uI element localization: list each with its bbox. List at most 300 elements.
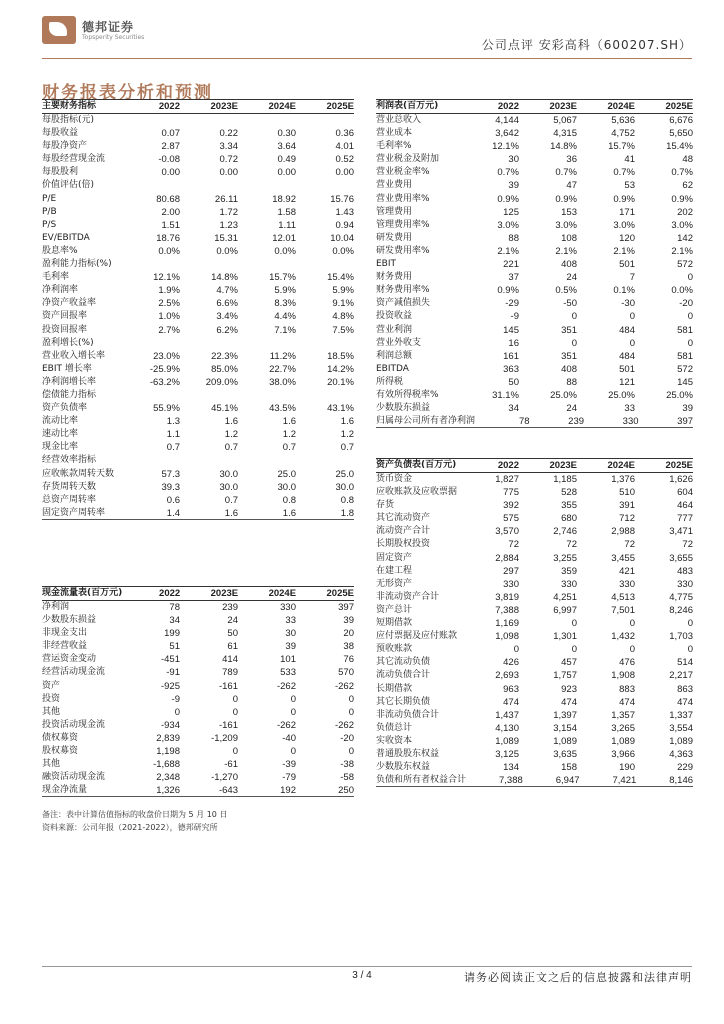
row-value: 2.1%	[671, 245, 693, 257]
page-number: 3 / 4	[352, 970, 372, 981]
table-row	[376, 153, 693, 166]
table-row	[376, 363, 693, 376]
row-value: 2.1%	[497, 245, 519, 257]
table-row	[376, 166, 693, 179]
row-label: 营业外收支	[376, 337, 422, 348]
row-value: 20.1%	[327, 376, 354, 388]
row-value: 8.3%	[274, 298, 296, 310]
row-value: 125	[503, 206, 519, 218]
row-value: 1.3	[166, 416, 180, 428]
row-label: 经营活动现金流	[42, 667, 106, 678]
row-value: 37	[508, 272, 519, 284]
row-value: -925	[160, 680, 180, 692]
row-value: 883	[619, 683, 635, 695]
row-value: -79	[282, 772, 296, 784]
row-value: 72	[566, 539, 577, 551]
row-label: 股权募资	[42, 746, 79, 757]
row-value: 0.9%	[497, 285, 519, 297]
row-value: -262	[334, 719, 354, 731]
row-value: 0	[687, 337, 693, 349]
table-row	[42, 441, 354, 454]
row-value: 7.1%	[274, 324, 296, 336]
row-value: 20	[343, 628, 354, 640]
row-value	[238, 258, 296, 271]
row-label: 营运资金变动	[42, 654, 97, 665]
table-row	[42, 153, 354, 166]
row-value: 24	[566, 403, 577, 415]
table-row	[376, 310, 693, 323]
row-value: 0.36	[335, 128, 354, 140]
row-label: 其它长期负债	[376, 696, 431, 707]
row-value: 5,067	[553, 115, 577, 126]
row-value: -161	[218, 680, 238, 692]
row-value: 604	[677, 487, 693, 499]
table-row	[376, 179, 693, 192]
row-value: 24	[566, 272, 577, 284]
row-value: 1.6	[224, 416, 238, 428]
row-value: 80.68	[156, 193, 180, 205]
year-header: 2025E	[326, 588, 354, 599]
row-value: 0.0%	[158, 245, 180, 257]
row-value: 572	[677, 259, 693, 271]
row-value: 108	[561, 232, 577, 244]
row-value: 777	[677, 513, 693, 525]
table-row	[376, 337, 693, 350]
row-value: 712	[619, 513, 635, 525]
row-label: 偿债能力指标	[42, 389, 97, 400]
row-value: 4.4%	[274, 311, 296, 323]
table-row	[42, 627, 354, 640]
row-value: 3,554	[669, 722, 693, 734]
row-label: P/E	[42, 193, 57, 204]
row-value: 2.1%	[613, 245, 635, 257]
row-value: 0.7	[282, 442, 296, 454]
row-value: 26.11	[214, 193, 238, 205]
row-value: -63.2%	[149, 376, 180, 388]
row-value: 192	[280, 785, 296, 797]
row-value: 359	[561, 565, 577, 577]
row-label: 营业成本	[376, 128, 413, 139]
row-value: 23.0%	[153, 350, 180, 362]
row-value: 3,635	[553, 748, 577, 760]
table-row	[42, 732, 354, 745]
row-value: 1,357	[611, 709, 635, 721]
row-label: 管理费用	[376, 206, 413, 217]
row-label: 在建工程	[376, 565, 413, 576]
row-label: 每股收益	[42, 128, 79, 139]
row-value: 1.6	[224, 507, 238, 519]
row-value: 421	[619, 565, 635, 577]
table-row	[42, 140, 354, 153]
row-value	[180, 389, 238, 402]
table-row	[376, 617, 693, 630]
row-value: 0.9%	[555, 193, 577, 205]
row-value: 0.52	[335, 154, 354, 166]
row-value: 575	[503, 513, 519, 525]
row-value: 0.00	[277, 167, 296, 179]
row-value: 0.7	[224, 442, 238, 454]
row-value: 250	[338, 785, 354, 797]
row-label: 利润总额	[376, 350, 413, 361]
row-label: 营业总收入	[376, 115, 422, 125]
row-label: P/B	[42, 206, 57, 217]
table-notes	[42, 808, 227, 834]
row-value: 426	[503, 657, 519, 669]
table-header-row	[376, 99, 693, 114]
year-header: 2024E	[268, 588, 297, 599]
row-value: 501	[619, 363, 635, 375]
row-value: 53	[624, 180, 635, 192]
row-value: 4,251	[553, 591, 577, 603]
row-value: 330	[677, 578, 693, 590]
row-value: 4.7%	[216, 285, 238, 297]
row-value: 38	[343, 641, 354, 653]
row-value: 0	[687, 618, 693, 630]
row-value: -451	[160, 654, 180, 666]
row-value: 2,746	[553, 526, 577, 538]
table-row	[376, 748, 693, 761]
row-value: -934	[160, 719, 180, 731]
row-value: 15.31	[214, 232, 238, 244]
row-value: 15.4%	[666, 141, 693, 153]
row-value: 76	[343, 654, 354, 666]
row-value: 3.34	[219, 141, 238, 153]
row-value: -262	[276, 680, 296, 692]
row-value: 209.0%	[205, 376, 238, 388]
row-value: 39	[682, 403, 693, 415]
row-value: 0	[629, 618, 635, 630]
row-value: 1,098	[495, 631, 519, 643]
row-value: 3.0%	[497, 219, 519, 231]
table-row	[376, 552, 693, 565]
row-value: 30.0	[335, 481, 354, 493]
row-value: 30.0	[219, 481, 238, 493]
row-value: 483	[677, 565, 693, 577]
row-value: 5,650	[669, 128, 693, 140]
row-value: 161	[503, 350, 519, 362]
row-value: -1,688	[153, 759, 180, 771]
row-value	[180, 258, 238, 271]
table-title: 主要财务指标	[42, 101, 97, 111]
row-label: 投资回报率	[42, 324, 88, 335]
row-value: 145	[503, 324, 519, 336]
row-value: 0.0%	[671, 285, 693, 297]
row-value: 0	[348, 746, 354, 758]
row-label: 营业利润	[376, 324, 413, 335]
table-row	[376, 376, 693, 389]
row-label: 每股股利	[42, 167, 79, 178]
row-value: -20	[340, 732, 354, 744]
row-value: 1.6	[282, 416, 296, 428]
row-value: 0	[232, 746, 238, 758]
row-value: 22.7%	[269, 363, 296, 375]
row-label: P/S	[42, 219, 57, 230]
row-value: -58	[340, 772, 354, 784]
row-value: 0.7%	[497, 167, 519, 179]
row-value: 0.00	[219, 167, 238, 179]
row-value: 2,988	[611, 526, 635, 538]
row-value: 0	[174, 706, 180, 718]
table-row	[42, 428, 354, 441]
table-row	[376, 389, 693, 402]
row-value: 581	[677, 350, 693, 362]
row-label: EBITDA	[376, 363, 409, 374]
year-header: 2023E	[549, 460, 577, 471]
table-row	[42, 653, 354, 666]
year-header: 2024E	[607, 101, 635, 112]
table-row	[376, 324, 693, 337]
year-header: 2023E	[210, 101, 238, 112]
row-value: 14.8%	[550, 141, 577, 153]
row-label: 财务费用	[376, 272, 413, 283]
row-value: 239	[568, 416, 585, 428]
row-value: 30.0	[277, 481, 296, 493]
table-row	[42, 693, 354, 706]
row-value: 15.4%	[327, 272, 354, 284]
table-row	[42, 219, 354, 232]
year-header: 2023E	[210, 588, 239, 599]
row-value: 474	[619, 696, 635, 708]
row-value	[296, 114, 354, 127]
row-value: 1.1	[166, 429, 180, 441]
row-value: 34	[169, 615, 180, 627]
table-row	[376, 774, 693, 787]
row-value	[122, 114, 180, 127]
row-label: 非流动负债合计	[376, 709, 440, 720]
row-value: 1,089	[495, 735, 519, 747]
row-value: -1,209	[211, 732, 238, 744]
row-value: 88	[566, 376, 577, 388]
table-row	[42, 271, 354, 284]
table-row	[376, 630, 693, 643]
table-row	[376, 538, 693, 551]
row-value: 572	[677, 363, 693, 375]
table-row	[42, 784, 354, 797]
row-label: 应收账款及应收票据	[376, 487, 458, 498]
table-row	[376, 271, 693, 284]
row-value: 501	[619, 259, 635, 271]
row-value: 142	[677, 232, 693, 244]
row-value: 25.0%	[608, 389, 635, 401]
row-value: 0.7	[166, 442, 180, 454]
table-row	[376, 297, 693, 310]
row-value: 408	[561, 363, 577, 375]
row-label: 短期借款	[376, 618, 413, 629]
row-value: 391	[619, 500, 635, 512]
table-row	[42, 206, 354, 219]
row-label: 其它流动负债	[376, 657, 431, 668]
row-value: 0.9%	[613, 193, 635, 205]
table-row	[42, 245, 354, 258]
row-value: 14.8%	[211, 272, 238, 284]
row-value: 120	[619, 232, 635, 244]
row-label: 所得税	[376, 376, 404, 387]
table-header-row	[376, 458, 693, 473]
table-row	[42, 680, 354, 693]
row-value: 0.5%	[555, 285, 577, 297]
table-row	[376, 284, 693, 297]
row-label: 营业税金率%	[376, 167, 430, 178]
row-value: 36	[566, 154, 577, 166]
row-label: 少数股东损益	[42, 615, 97, 626]
row-value: -20	[679, 298, 693, 310]
table-row	[42, 640, 354, 653]
table-row	[42, 127, 354, 140]
row-value: 3,570	[495, 526, 519, 538]
row-value: 2.7%	[158, 324, 180, 336]
row-value: 4,513	[611, 591, 635, 603]
row-value: 25.0%	[550, 389, 577, 401]
row-value: -0.08	[158, 154, 180, 166]
row-value: 4,315	[553, 128, 577, 140]
row-value: 39.3	[161, 481, 180, 493]
row-value: 4,130	[495, 722, 519, 734]
table-row	[42, 389, 354, 402]
row-value: 1,908	[611, 670, 635, 682]
table-row	[42, 350, 354, 363]
row-label: 长期股权投资	[376, 539, 431, 550]
year-header: 2024E	[607, 460, 635, 471]
row-value: 0	[629, 337, 635, 349]
row-value: 351	[561, 350, 577, 362]
row-label: 非经营收益	[42, 641, 88, 652]
row-value: 3,819	[495, 591, 519, 603]
row-value: 3.64	[277, 141, 296, 153]
row-value: 0.9%	[671, 193, 693, 205]
year-header: 2022	[497, 101, 519, 112]
table-row	[376, 486, 693, 499]
row-value: 62	[682, 180, 693, 192]
row-value: 680	[561, 513, 577, 525]
row-value: 7,421	[612, 775, 637, 787]
row-value: 2,693	[495, 670, 519, 682]
row-value: 7,388	[495, 604, 519, 616]
row-label: 盈利增长(%)	[42, 337, 94, 348]
row-label: 实收资本	[376, 735, 413, 746]
row-label: 每股净资产	[42, 141, 88, 152]
row-value	[122, 389, 180, 402]
table-row	[42, 468, 354, 481]
row-label: 流动比率	[42, 416, 79, 427]
row-value: 72	[508, 539, 519, 551]
table-row	[376, 709, 693, 722]
table-row	[42, 719, 354, 732]
row-value: 190	[619, 762, 635, 774]
table-header-row	[42, 99, 354, 114]
row-value	[180, 454, 238, 467]
row-label: 每股经营现金流	[42, 154, 106, 165]
row-value: 33	[624, 403, 635, 415]
table-row	[42, 179, 354, 192]
row-value: 0	[348, 693, 354, 705]
row-label: 投资	[42, 693, 61, 704]
table-row	[376, 258, 693, 271]
row-label: 股息率%	[42, 245, 78, 256]
row-value: 2.87	[161, 141, 180, 153]
table-row	[376, 656, 693, 669]
row-label: 货币资金	[376, 474, 413, 484]
row-value: 51	[169, 641, 180, 653]
row-value: 15.7%	[608, 141, 635, 153]
row-label: 债权募资	[42, 732, 79, 743]
row-label: 资产回报率	[42, 311, 88, 322]
row-value: 3.0%	[613, 219, 635, 231]
row-value: 474	[503, 696, 519, 708]
row-value: 25.0%	[666, 389, 693, 401]
row-value: 1,757	[553, 670, 577, 682]
row-value: 78	[169, 602, 180, 613]
row-value: 923	[561, 683, 577, 695]
row-value: 2.5%	[158, 298, 180, 310]
row-label: 其他	[42, 706, 61, 717]
row-value: 30	[285, 628, 296, 640]
row-value: 3.0%	[555, 219, 577, 231]
row-value: 2.1%	[555, 245, 577, 257]
row-label: 融资活动现金流	[42, 772, 106, 783]
row-value: 47	[566, 180, 577, 192]
row-value: 153	[561, 206, 577, 218]
row-label: 其它流动资产	[376, 513, 431, 524]
row-label: 净利润	[42, 602, 70, 612]
row-value: 1,301	[553, 631, 577, 643]
row-value: 514	[677, 657, 693, 669]
row-label: 净利润率	[42, 285, 79, 296]
table-row	[42, 310, 354, 323]
footer-divider	[42, 966, 692, 967]
row-value: 78	[518, 416, 530, 428]
row-label: 少数股东权益	[376, 762, 431, 773]
page-header	[42, 14, 692, 54]
row-value: 0.8	[282, 494, 296, 506]
row-value: 330	[280, 602, 296, 613]
row-label: 负债和所有者权益合计	[376, 775, 467, 786]
row-label: 每股指标(元)	[42, 115, 95, 125]
row-value: 15.76	[330, 193, 354, 205]
table-row	[42, 258, 354, 271]
row-value: 1.2	[224, 429, 238, 441]
row-value: 510	[619, 487, 635, 499]
row-label: 营业费用率%	[376, 193, 430, 204]
table-row	[42, 454, 354, 467]
row-label: 归属母公司所有者净利润	[376, 416, 476, 427]
row-value: 1,376	[611, 474, 635, 485]
row-value: 6,676	[669, 115, 693, 126]
row-label: 资产	[42, 680, 61, 691]
row-value: 10.04	[330, 232, 354, 244]
row-label: 应付票据及应付账款	[376, 631, 458, 642]
row-value: 1.6	[340, 416, 354, 428]
row-value: 24	[227, 615, 238, 627]
row-value	[238, 337, 296, 350]
row-value: -161	[218, 719, 238, 731]
row-value: 363	[503, 363, 519, 375]
row-value: 397	[677, 416, 694, 428]
row-label: 毛利率%	[376, 141, 412, 152]
row-value: 1.23	[219, 219, 238, 231]
row-value: 1.6	[282, 507, 296, 519]
row-value: 0	[687, 311, 693, 323]
table-row	[376, 402, 693, 415]
table-title: 利润表(百万元)	[376, 101, 439, 111]
row-value: 4.01	[335, 141, 354, 153]
row-value: 1,169	[495, 618, 519, 630]
row-value: 0	[232, 706, 238, 718]
table-row	[376, 761, 693, 774]
row-label: 研发费用	[376, 232, 413, 243]
row-label: 负债总计	[376, 722, 413, 733]
company-logo	[42, 14, 182, 48]
row-value: 121	[619, 376, 635, 388]
